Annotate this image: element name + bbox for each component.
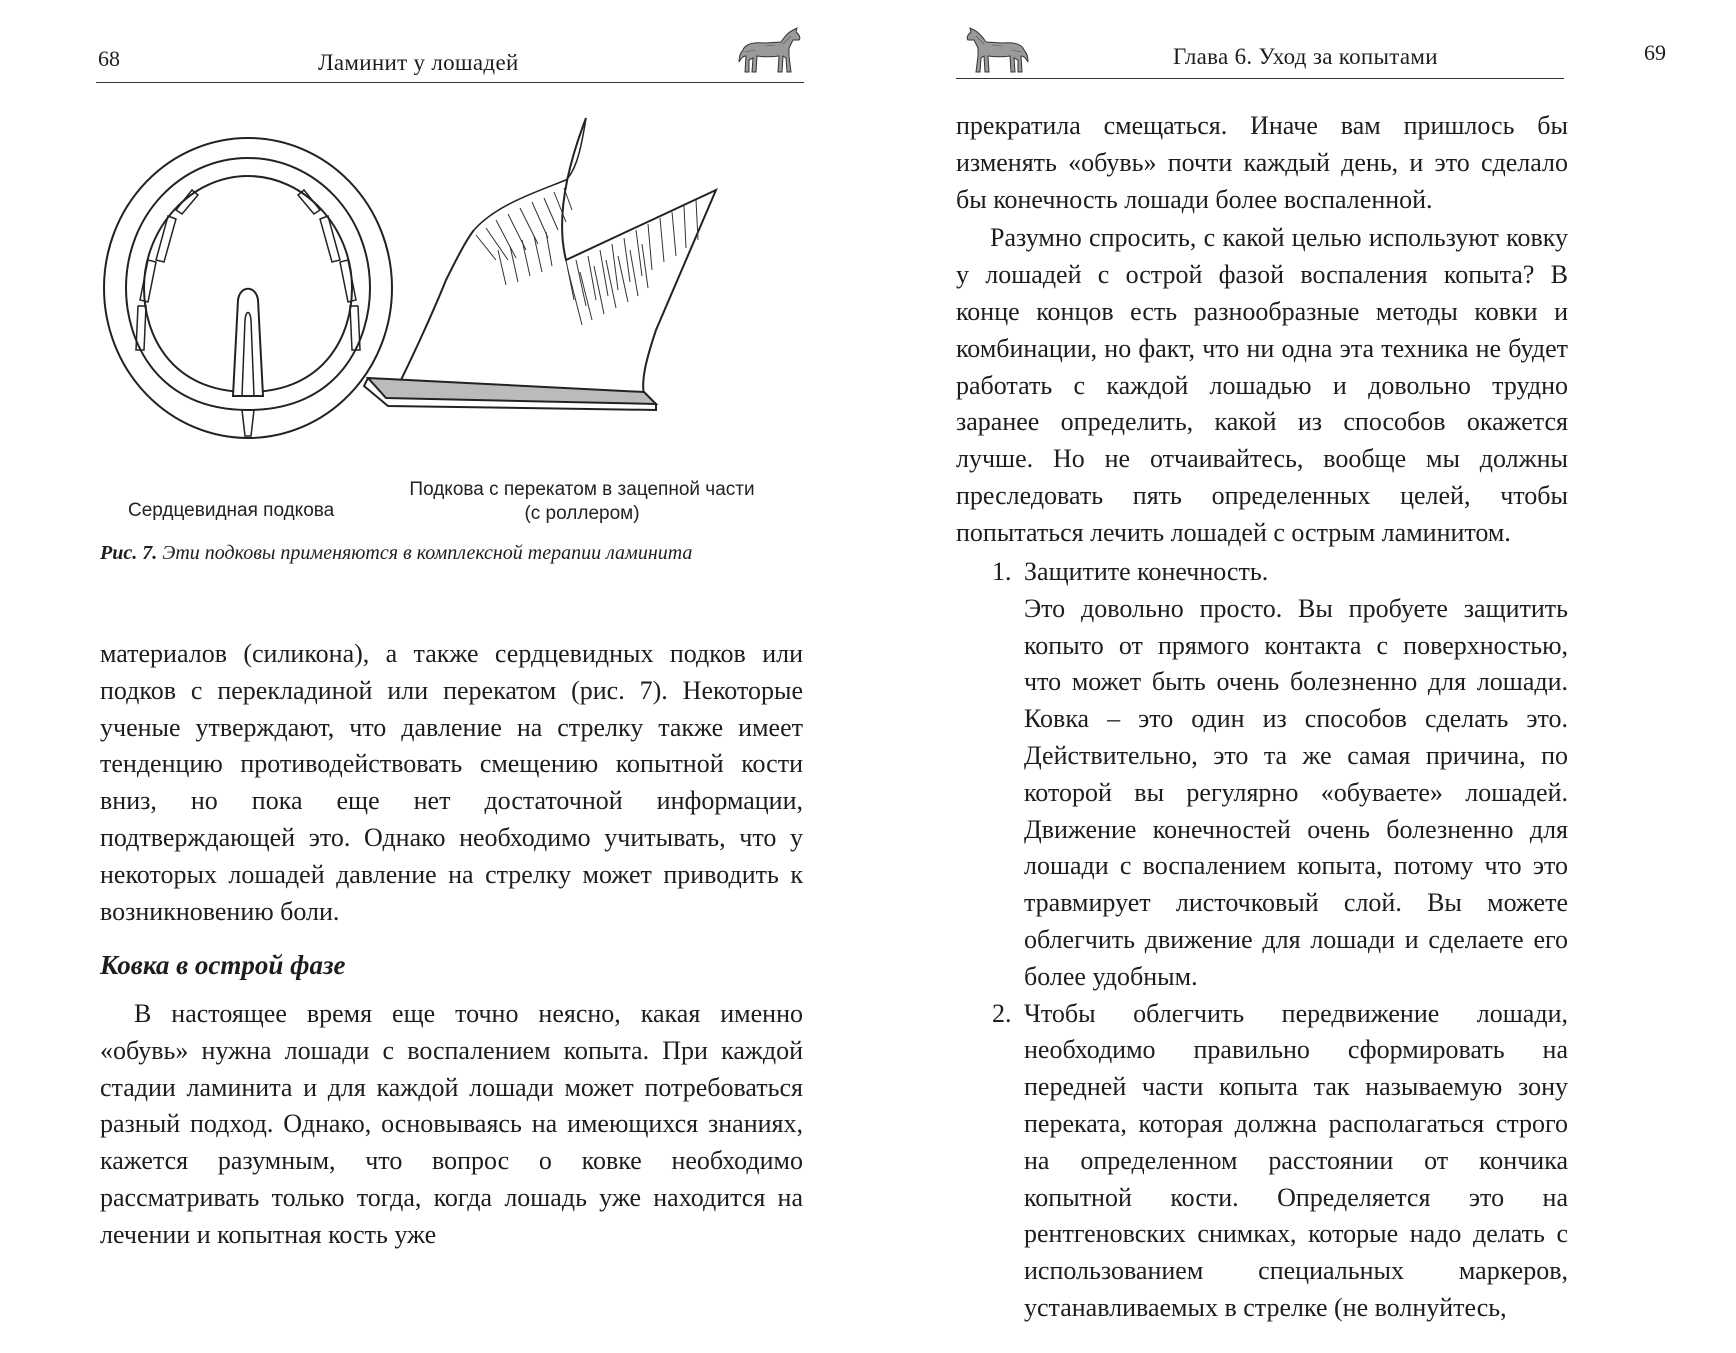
list-item <box>956 996 1568 1327</box>
list-number: 1. <box>992 557 1012 586</box>
page-number: 68 <box>98 46 120 71</box>
page-number: 69 <box>1644 40 1666 65</box>
right-body-text <box>956 108 1568 552</box>
roller-shoe-illustration <box>364 118 716 410</box>
horse-icon <box>962 26 1032 80</box>
paragraph: Разумно спросить, с какой целью используют ковку у лошадей с острой фазой воспаления копыта? В конце концов есть разнообразные методы ковки и комбинации, но факт, что ни одна эта техника не будет работать с каждой лошадью и довольно трудно заранее определить, какой из способов окажется лучше. Но не отчаивайтесь, вообще мы должны преследовать пять определенных целей, чтобы попытаться лечить лошадей с острым ламинитом. <box>956 223 1568 547</box>
heart-shoe-label: Сердцевидная подкова <box>128 500 335 521</box>
caption-text: Эти подковы применяются в комплексной терапии ламинита <box>157 542 693 564</box>
roller-shoe-label <box>392 478 772 526</box>
right-page <box>868 0 1736 1353</box>
roller-shoe-label-line2: (с роллером) <box>524 503 640 524</box>
roller-shoe-label-line1: Подкова с перекатом в зацепной части <box>409 479 755 500</box>
paragraph: В настоящее время еще точно неясно, какая именно «обувь» нужна лошади с воспалением копыта. При каждой стадии ламинита и для каждой лошади может потребоваться разный подход. Однако, основываясь на имеющихся знаниях, кажется разумным, что вопрос о ковке необходимо рассматривать только тогда, когда лошадь уже находится на лечении и копытная кость уже <box>100 999 803 1249</box>
section-heading: Ковка в острой фазе <box>100 950 346 980</box>
paragraph: прекратила смещаться. Иначе вам пришлось бы изменять «обувь» почти каждый день, и это сделало бы конечность лошади более воспаленной. <box>956 111 1568 214</box>
list-number: 2. <box>992 998 1012 1028</box>
header-rule <box>96 82 804 83</box>
figure-horseshoe-drawings <box>96 110 776 480</box>
list-item-text: Это довольно просто. Вы пробуете защитить копыто от прямого контакта с поверхностью, что может быть очень болезненно для лошади. Ковка – это один из способов сделать это. Действительно, это та же самая причина, по которой вы регулярно «обуваете» лошадей. Движение конечностей очень болезненно для лошади с воспалением копыта, потому что это травмирует листочковый слой. Вы можете облегчить движение для лошади и сделаете его более удобным. <box>1024 593 1568 991</box>
left-body-text-2 <box>100 996 803 1254</box>
left-body-text <box>100 636 803 930</box>
goals-list <box>956 554 1568 1327</box>
header-rule <box>956 78 1564 79</box>
list-item-text: Чтобы облегчить передвижение лошади, необходимо правильно сформировать на передней части копыта так называемую зону переката, которая должна располагаться строго на определенном расстоянии от кончика копытной кости. Определяется это на рентгеновских снимках, которые надо делать с использованием специальных маркеров, устанавливаемых в стрелке (не волнуйтесь, <box>1024 998 1568 1322</box>
paragraph: материалов (силикона), а также сердцевидных подков или подков с перекладиной или перекатом (рис. 7). Некоторые ученые утверждают, что давление на стрелку также имеет тенденцию противодействовать смещению копытной кости вниз, но пока еще нет достаточной информации, подтверждающей это. Однако необходимо учитывать, что у некоторых лошадей давление на стрелку может приводить к возникновению боли. <box>100 639 803 926</box>
figure-caption <box>100 540 805 566</box>
horse-icon <box>735 26 805 80</box>
list-item <box>956 554 1568 996</box>
running-head: Ламинит у лошадей <box>318 50 519 75</box>
caption-lead: Рис. 7. <box>100 542 158 564</box>
list-item-title: Защитите конечность. <box>1024 557 1269 586</box>
running-head: Глава 6. Уход за копытами <box>1173 44 1438 69</box>
heart-shoe-illustration <box>104 138 392 438</box>
